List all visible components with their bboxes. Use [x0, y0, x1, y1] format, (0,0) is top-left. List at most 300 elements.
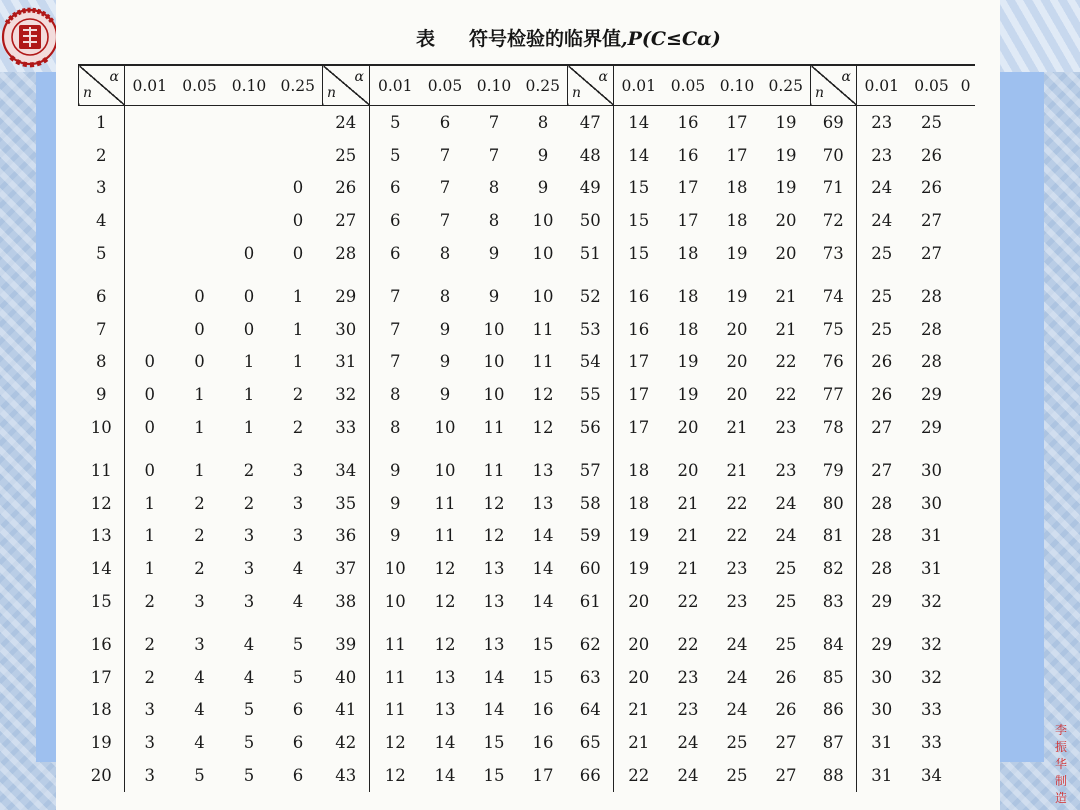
critical-value-cell: 21 [614, 726, 664, 759]
critical-value-cell: 15 [614, 237, 664, 270]
critical-value-cell: 19 [614, 552, 664, 585]
sample-size-cell: 38 [323, 585, 370, 618]
critical-value-cell [125, 139, 175, 172]
critical-value-cell: 13 [532, 460, 554, 480]
sample-size-cell: 51 [568, 237, 614, 270]
left-blue-stripe [36, 72, 56, 762]
critical-value-cell: 5 [194, 766, 205, 786]
critical-value-cell: 7 [370, 313, 421, 346]
critical-value-cell: 11 [370, 618, 421, 661]
critical-value-cell: 7 [488, 112, 500, 132]
scanned-table-page [56, 0, 1000, 810]
sample-size-cell: 85 [811, 661, 857, 694]
critical-value-cell: 5 [370, 139, 421, 172]
critical-value-cell: 20 [614, 618, 664, 661]
truncated-cell [957, 172, 975, 205]
table-row [79, 346, 975, 379]
critical-value-cell: 1 [243, 352, 255, 372]
critical-value-cell: 1 [194, 460, 205, 480]
critical-value-cell: 13 [532, 493, 554, 513]
critical-value-cell: 16 [677, 112, 699, 132]
critical-value-cell: 13 [434, 667, 456, 687]
critical-value-cell [125, 204, 175, 237]
critical-value-cell: 4 [194, 700, 205, 720]
critical-value-cell: 11 [532, 319, 554, 339]
critical-value-cell: 24 [726, 634, 748, 654]
truncated-cell [957, 759, 975, 792]
sample-size-cell: 77 [811, 378, 857, 411]
critical-value-cell: 16 [532, 733, 554, 753]
critical-value-cell: 20 [775, 244, 797, 264]
critical-value-cell: 13 [483, 559, 505, 579]
critical-value-cell: 0 [292, 244, 304, 264]
critical-value-cell: 5 [243, 766, 255, 786]
sample-size-cell: 14 [79, 552, 125, 585]
critical-value-cell: 5 [243, 700, 255, 720]
critical-value-cell: 10 [532, 211, 554, 231]
table-row [79, 106, 975, 139]
critical-value-cell: 14 [532, 592, 554, 612]
critical-value-cell: 6 [370, 204, 421, 237]
n-alpha-diagonal-header [79, 65, 125, 106]
critical-value-cell: 4 [292, 559, 304, 579]
critical-value-cell: 4 [292, 592, 304, 612]
critical-value-cell: 12 [370, 726, 421, 759]
critical-value-cell: 31 [857, 759, 907, 792]
critical-value-cell: 7 [439, 145, 451, 165]
critical-value-cell: 1 [194, 385, 205, 405]
critical-value-cell: 31 [921, 526, 942, 546]
critical-value-cell: 11 [483, 460, 505, 480]
critical-value-cell: 15 [483, 733, 505, 753]
critical-value-cell: 27 [857, 411, 907, 444]
sample-size-cell: 56 [568, 411, 614, 444]
critical-value-cell: 2 [125, 661, 175, 694]
table-row [79, 487, 975, 520]
critical-value-cell: 18 [677, 319, 699, 339]
critical-value-cell: 1 [125, 487, 175, 520]
critical-value-cell: 4 [194, 667, 205, 687]
critical-value-cell: 22 [775, 385, 797, 405]
table-row [79, 378, 975, 411]
critical-value-cell: 18 [726, 178, 748, 198]
sample-size-cell: 3 [79, 172, 125, 205]
n-alpha-diagonal-header [811, 65, 857, 106]
critical-value-cell [175, 106, 225, 139]
alpha-level-header: 0.25 [274, 65, 323, 106]
sample-size-cell: 18 [79, 694, 125, 727]
sample-size-cell: 64 [568, 694, 614, 727]
critical-value-cell: 16 [614, 270, 664, 313]
critical-value-cell: 21 [775, 319, 797, 339]
sample-size-cell: 50 [568, 204, 614, 237]
critical-value-cell: 33 [921, 700, 942, 720]
alpha-level-header: 0 [957, 65, 975, 106]
critical-value-cell: 13 [483, 634, 505, 654]
sample-size-cell: 12 [79, 487, 125, 520]
critical-value-cell: 2 [125, 618, 175, 661]
critical-value-cell: 17 [677, 211, 699, 231]
table-row [79, 759, 975, 792]
critical-value-cell: 1 [125, 520, 175, 553]
critical-value-cell: 19 [677, 385, 699, 405]
critical-value-cell: 14 [483, 667, 505, 687]
critical-value-cell: 17 [532, 766, 554, 786]
sample-size-cell: 81 [811, 520, 857, 553]
critical-value-cell: 29 [857, 618, 907, 661]
truncated-cell [957, 520, 975, 553]
sample-size-cell: 26 [323, 172, 370, 205]
critical-value-cell: 12 [434, 592, 456, 612]
sample-size-cell: 8 [79, 346, 125, 379]
critical-value-cell: 16 [677, 145, 699, 165]
critical-value-cell: 15 [614, 204, 664, 237]
critical-value-cell: 29 [921, 385, 942, 405]
truncated-cell [957, 106, 975, 139]
critical-value-cell: 20 [677, 418, 699, 438]
critical-value-cell: 2 [243, 460, 255, 480]
critical-value-cell: 26 [775, 667, 797, 687]
truncated-cell [957, 661, 975, 694]
critical-value-cell: 9 [370, 520, 421, 553]
critical-value-cell: 2 [292, 385, 304, 405]
critical-value-cell: 19 [726, 286, 748, 306]
alpha-level-header: 0.10 [470, 65, 519, 106]
sample-size-cell: 57 [568, 444, 614, 487]
critical-value-cell: 10 [532, 286, 554, 306]
critical-value-cell: 24 [677, 766, 699, 786]
critical-value-cell: 12 [434, 634, 456, 654]
critical-value-cell: 1 [243, 385, 255, 405]
critical-value-cell: 9 [370, 444, 421, 487]
sample-size-cell: 43 [323, 759, 370, 792]
critical-value-cell: 23 [775, 418, 797, 438]
critical-value-cell: 24 [857, 172, 907, 205]
critical-value-cell: 18 [677, 286, 699, 306]
critical-value-cell: 20 [677, 460, 699, 480]
critical-value-cell: 7 [370, 346, 421, 379]
critical-value-cell: 3 [125, 694, 175, 727]
sample-size-cell: 5 [79, 237, 125, 270]
critical-value-cell: 27 [857, 444, 907, 487]
critical-value-cell: 21 [726, 418, 748, 438]
critical-value-cell: 23 [857, 139, 907, 172]
critical-value-cell: 28 [857, 487, 907, 520]
critical-value-cell: 4 [194, 733, 205, 753]
n-symbol: n [327, 85, 337, 101]
critical-value-cell: 3 [243, 592, 255, 612]
sample-size-cell: 28 [323, 237, 370, 270]
right-blue-stripe [1000, 72, 1044, 762]
sample-size-cell: 83 [811, 585, 857, 618]
truncated-cell [957, 313, 975, 346]
critical-value-cell: 7 [488, 145, 500, 165]
critical-value-cell: 12 [434, 559, 456, 579]
critical-value-cell: 24 [775, 526, 797, 546]
critical-value-cell: 28 [921, 319, 942, 339]
critical-value-cell: 20 [726, 319, 748, 339]
table-row [79, 444, 975, 487]
sample-size-cell: 42 [323, 726, 370, 759]
sample-size-cell: 27 [323, 204, 370, 237]
sample-size-cell: 32 [323, 378, 370, 411]
critical-value-cell: 21 [677, 526, 699, 546]
critical-value-cell: 20 [726, 385, 748, 405]
critical-value-cell [175, 139, 225, 172]
sample-size-cell: 79 [811, 444, 857, 487]
critical-value-cell: 18 [677, 244, 699, 264]
alpha-level-header: 0.25 [762, 65, 811, 106]
critical-value-cell: 9 [537, 178, 549, 198]
truncated-cell [957, 411, 975, 444]
critical-value-cell: 20 [775, 211, 797, 231]
critical-value-cell: 5 [370, 106, 421, 139]
sample-size-cell: 30 [323, 313, 370, 346]
critical-value-cell: 17 [614, 411, 664, 444]
critical-value-cell: 5 [292, 667, 304, 687]
critical-value-cell [125, 172, 175, 205]
critical-value-cell: 9 [537, 145, 549, 165]
critical-value-cell: 3 [243, 526, 255, 546]
critical-value-cell: 3 [125, 726, 175, 759]
sample-size-cell: 13 [79, 520, 125, 553]
critical-value-cell: 22 [677, 634, 699, 654]
sample-size-cell: 84 [811, 618, 857, 661]
critical-value-cell: 19 [677, 352, 699, 372]
table-title [416, 24, 721, 51]
critical-value-cell: 15 [614, 172, 664, 205]
critical-value-cell: 17 [614, 346, 664, 379]
alpha-level-header: 0.01 [614, 65, 664, 106]
table-row [79, 172, 975, 205]
critical-value-cell: 0 [292, 178, 304, 198]
sample-size-cell: 54 [568, 346, 614, 379]
critical-value-cell: 15 [532, 667, 554, 687]
critical-value-cell: 3 [194, 592, 205, 612]
table-row [79, 661, 975, 694]
table-header-row [79, 65, 975, 106]
critical-value-cell: 1 [292, 319, 304, 339]
sample-size-cell: 58 [568, 487, 614, 520]
table-row [79, 139, 975, 172]
critical-value-cell: 16 [532, 700, 554, 720]
critical-value-cell: 5 [292, 634, 304, 654]
critical-value-cell: 23 [677, 700, 699, 720]
truncated-cell [957, 487, 975, 520]
critical-value-cell: 0 [194, 286, 205, 306]
alpha-level-header: 0.10 [713, 65, 762, 106]
critical-value-cell: 24 [775, 493, 797, 513]
critical-value-cell: 3 [292, 460, 304, 480]
critical-value-cell: 14 [483, 700, 505, 720]
critical-value-cell: 9 [439, 352, 451, 372]
critical-value-cell: 3 [243, 559, 255, 579]
critical-value-cell: 17 [726, 112, 748, 132]
critical-value-cell: 25 [857, 270, 907, 313]
critical-value-cell: 12 [483, 493, 505, 513]
critical-value-cell: 19 [775, 112, 797, 132]
critical-value-cell: 21 [726, 460, 748, 480]
critical-value-cell: 18 [614, 487, 664, 520]
critical-value-cell: 19 [775, 178, 797, 198]
critical-value-cell: 11 [434, 526, 456, 546]
sample-size-cell: 7 [79, 313, 125, 346]
critical-value-cell: 18 [614, 444, 664, 487]
critical-value-cell: 28 [921, 286, 942, 306]
critical-value-cell: 6 [292, 766, 304, 786]
sample-size-cell: 73 [811, 237, 857, 270]
critical-value-cell: 20 [614, 661, 664, 694]
sample-size-cell: 41 [323, 694, 370, 727]
table-row [79, 694, 975, 727]
sample-size-cell: 35 [323, 487, 370, 520]
critical-value-cell: 3 [292, 493, 304, 513]
critical-value-cell: 10 [483, 385, 505, 405]
critical-value-cell: 32 [921, 634, 942, 654]
critical-value-cell: 27 [775, 766, 797, 786]
critical-value-cell: 2 [194, 493, 205, 513]
critical-value-cell: 7 [370, 270, 421, 313]
critical-value-cell: 22 [775, 352, 797, 372]
sample-size-cell: 69 [811, 106, 857, 139]
critical-value-cell: 9 [439, 319, 451, 339]
critical-value-cell: 21 [775, 286, 797, 306]
critical-value-cell: 20 [614, 585, 664, 618]
sample-size-cell: 6 [79, 270, 125, 313]
critical-value-cell [175, 204, 225, 237]
sample-size-cell: 16 [79, 618, 125, 661]
critical-value-cell: 11 [483, 418, 505, 438]
critical-value-cell: 15 [532, 634, 554, 654]
sample-size-cell: 39 [323, 618, 370, 661]
critical-value-cell: 24 [726, 667, 748, 687]
critical-value-cell: 24 [677, 733, 699, 753]
table-row [79, 411, 975, 444]
table-row [79, 313, 975, 346]
table-row [79, 204, 975, 237]
critical-value-cell: 23 [726, 559, 748, 579]
critical-value-cell: 14 [532, 526, 554, 546]
truncated-cell [957, 726, 975, 759]
critical-value-cell: 14 [614, 139, 664, 172]
critical-value-cell: 6 [370, 237, 421, 270]
critical-value-cell: 2 [194, 526, 205, 546]
critical-value-cell: 25 [726, 766, 748, 786]
critical-value-cell: 8 [370, 378, 421, 411]
critical-value-cell: 13 [434, 700, 456, 720]
critical-value-cell: 5 [243, 733, 255, 753]
truncated-cell [957, 585, 975, 618]
critical-value-cell: 8 [439, 244, 451, 264]
critical-value-cell: 1 [125, 552, 175, 585]
critical-value-cell: 23 [726, 592, 748, 612]
sample-size-cell: 53 [568, 313, 614, 346]
alpha-level-header: 0.10 [225, 65, 274, 106]
critical-value-cell: 10 [483, 352, 505, 372]
table-row [79, 270, 975, 313]
critical-value-cell: 12 [532, 385, 554, 405]
critical-value-cell: 30 [857, 694, 907, 727]
alpha-level-header: 0.01 [370, 65, 421, 106]
critical-value-cell: 26 [921, 178, 942, 198]
critical-value-cell: 13 [483, 592, 505, 612]
critical-value-cell: 25 [775, 592, 797, 612]
fudan-university-logo-icon [1, 1, 57, 71]
alpha-level-header: 0.05 [421, 65, 470, 106]
critical-value-cell: 32 [921, 592, 942, 612]
sample-size-cell: 82 [811, 552, 857, 585]
sample-size-cell: 37 [323, 552, 370, 585]
critical-value-cell: 6 [439, 112, 451, 132]
truncated-cell [957, 444, 975, 487]
critical-value-cell: 26 [775, 700, 797, 720]
critical-value-cell: 30 [857, 661, 907, 694]
critical-value-cell: 11 [370, 694, 421, 727]
critical-value-cell: 8 [488, 178, 500, 198]
critical-value-cell: 11 [434, 493, 456, 513]
table-row [79, 618, 975, 661]
truncated-cell [957, 552, 975, 585]
sample-size-cell: 80 [811, 487, 857, 520]
critical-value-cell: 17 [677, 178, 699, 198]
critical-value-cell: 10 [434, 460, 456, 480]
critical-value-cell: 10 [370, 585, 421, 618]
truncated-cell [957, 139, 975, 172]
n-alpha-diagonal-header [568, 65, 614, 106]
sample-size-cell: 10 [79, 411, 125, 444]
critical-value-cell: 27 [775, 733, 797, 753]
n-alpha-diagonal-header [323, 65, 370, 106]
sample-size-cell: 24 [323, 106, 370, 139]
table-row [79, 585, 975, 618]
sample-size-cell: 1 [79, 106, 125, 139]
sample-size-cell: 55 [568, 378, 614, 411]
sample-size-cell: 19 [79, 726, 125, 759]
critical-value-cell: 10 [483, 319, 505, 339]
alpha-level-header: 0.05 [175, 65, 225, 106]
critical-value-cell: 29 [857, 585, 907, 618]
critical-value-cell: 6 [292, 700, 304, 720]
critical-values-table [78, 64, 975, 792]
critical-value-cell: 2 [243, 493, 255, 513]
critical-value-cell: 12 [370, 759, 421, 792]
alpha-level-header: 0.01 [857, 65, 907, 106]
critical-value-cell: 9 [488, 286, 500, 306]
critical-value-cell: 7 [439, 211, 451, 231]
critical-value-cell: 8 [537, 112, 549, 132]
critical-value-cell: 3 [194, 634, 205, 654]
critical-value-cell: 33 [921, 733, 942, 753]
critical-value-cell: 29 [921, 418, 942, 438]
critical-value-cell: 9 [370, 487, 421, 520]
sample-size-cell: 17 [79, 661, 125, 694]
critical-value-cell: 24 [726, 700, 748, 720]
critical-value-cell: 8 [370, 411, 421, 444]
critical-value-cell: 25 [857, 313, 907, 346]
critical-value-cell: 23 [857, 106, 907, 139]
critical-value-cell: 8 [439, 286, 451, 306]
critical-value-cell: 19 [614, 520, 664, 553]
table-row [79, 552, 975, 585]
table-title-text: 符号检验的临界值 [469, 28, 622, 50]
critical-value-cell: 6 [292, 733, 304, 753]
author-credit: 李振华制造 [1054, 723, 1067, 805]
critical-value-cell [125, 237, 175, 270]
critical-value-cell: 12 [532, 418, 554, 438]
critical-value-cell: 1 [292, 286, 304, 306]
critical-value-cell: 1 [194, 418, 205, 438]
critical-value-cell: 14 [614, 106, 664, 139]
